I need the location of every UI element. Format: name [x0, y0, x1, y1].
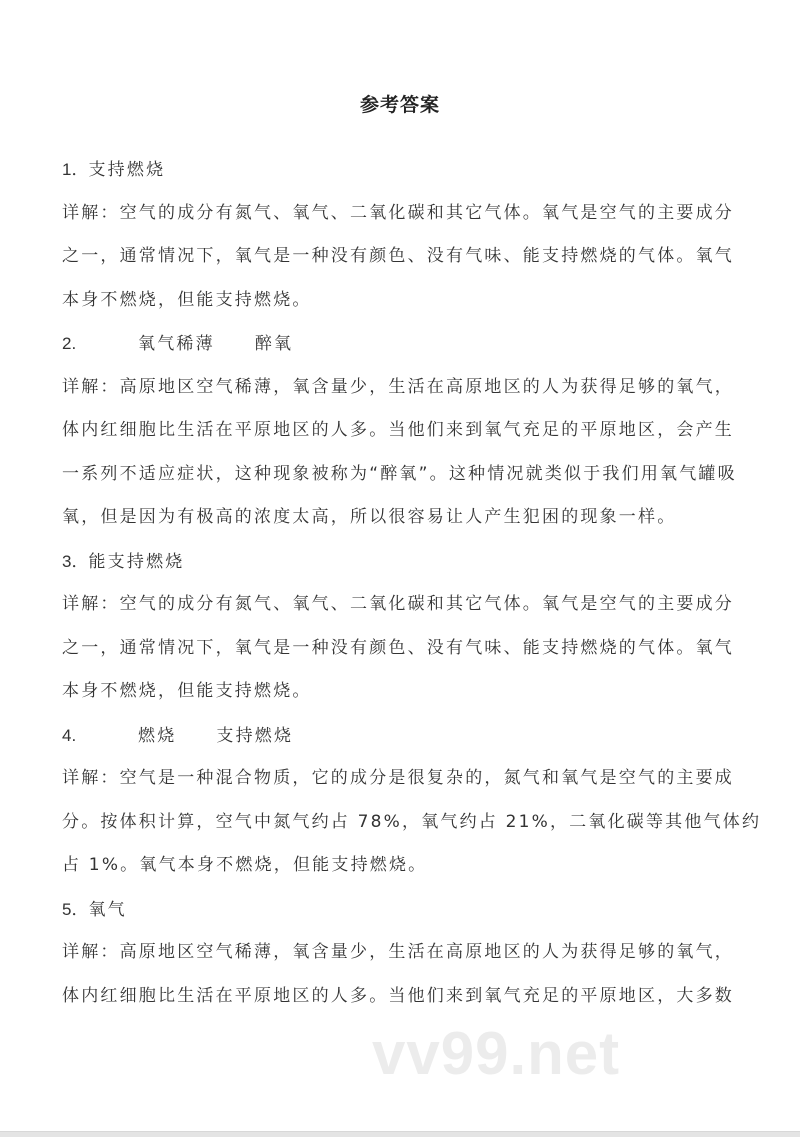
answer-number: 4.: [62, 725, 77, 745]
answer-text: 支持燃烧: [88, 160, 166, 180]
explanation-line: 氧，但是因为有极高的浓度太高，所以很容易让人产生犯困的现象一样。: [62, 507, 677, 527]
answer-heading-3: [62, 540, 762, 584]
answer-number: 3．: [62, 551, 89, 571]
page-bottom-edge: [0, 1131, 800, 1137]
watermark: vv99.net: [372, 1020, 621, 1087]
explanation-line: 详解：空气的成分有氮气、氧气、二氧化碳和其它气体。氧气是空气的主要成分: [62, 202, 734, 223]
answer-heading-1: [62, 148, 762, 192]
explanation-line: 之一，通常情况下，氧气是一种没有颜色、没有气味、能支持燃烧的气体。氧气: [62, 637, 734, 658]
answer-text: 燃烧: [138, 725, 177, 746]
answer-list: [62, 148, 762, 1018]
explanation-line: 一系列不适应症状，这种现象被称为“醉氧”。这种情况就类似于我们用氧气罐吸: [62, 463, 737, 484]
explanation-line: 体内红细胞比生活在平原地区的人多。当他们来到氧气充足的平原地区，大多数: [62, 985, 734, 1006]
explanation-line: 之一，通常情况下，氧气是一种没有颜色、没有气味、能支持燃烧的气体。氧气: [62, 246, 734, 266]
answer-number: 1．: [62, 160, 89, 179]
page-title: 参考答案: [359, 94, 440, 116]
answer-text: 支持燃烧: [216, 725, 294, 746]
answer-text: 醉氧: [254, 334, 294, 354]
answer-number: 2.: [62, 334, 77, 353]
explanation-line: 本身不燃烧，但能支持燃烧。: [62, 289, 312, 310]
explanation-line: 详解：空气是一种混合物质，它的成分是很复杂的，氮气和氧气是空气的主要成: [62, 768, 734, 788]
answer-heading-2: [62, 322, 762, 366]
answer-heading-5: [62, 888, 762, 932]
answer-text: 氧气: [88, 899, 127, 920]
explanation-line: 详解：高原地区空气稀薄，氧含量少，生活在高原地区的人为获得足够的氧气，: [62, 942, 734, 962]
answer-heading-4: [62, 714, 762, 758]
explanation-line: 本身不燃烧，但能支持燃烧。: [62, 681, 312, 701]
explanation-line: 占 1%。氧气本身不燃烧，但能支持燃烧。: [62, 855, 428, 875]
answer-number: 5．: [62, 899, 89, 919]
answer-text: 能支持燃烧: [88, 551, 185, 572]
explanation-line: 详解：空气的成分有氮气、氧气、二氧化碳和其它气体。氧气是空气的主要成分: [62, 594, 734, 614]
explanation-line: 体内红细胞比生活在平原地区的人多。当他们来到氧气充足的平原地区，会产生: [62, 420, 734, 440]
explanation-line: 分。按体积计算，空气中氮气约占 78%，氧气约占 21%，二氧化碳等其他气体约: [62, 811, 762, 832]
explanation-line: 详解：高原地区空气稀薄，氧含量少，生活在高原地区的人为获得足够的氧气，: [62, 376, 734, 397]
answer-text: 氧气稀薄: [138, 334, 215, 354]
